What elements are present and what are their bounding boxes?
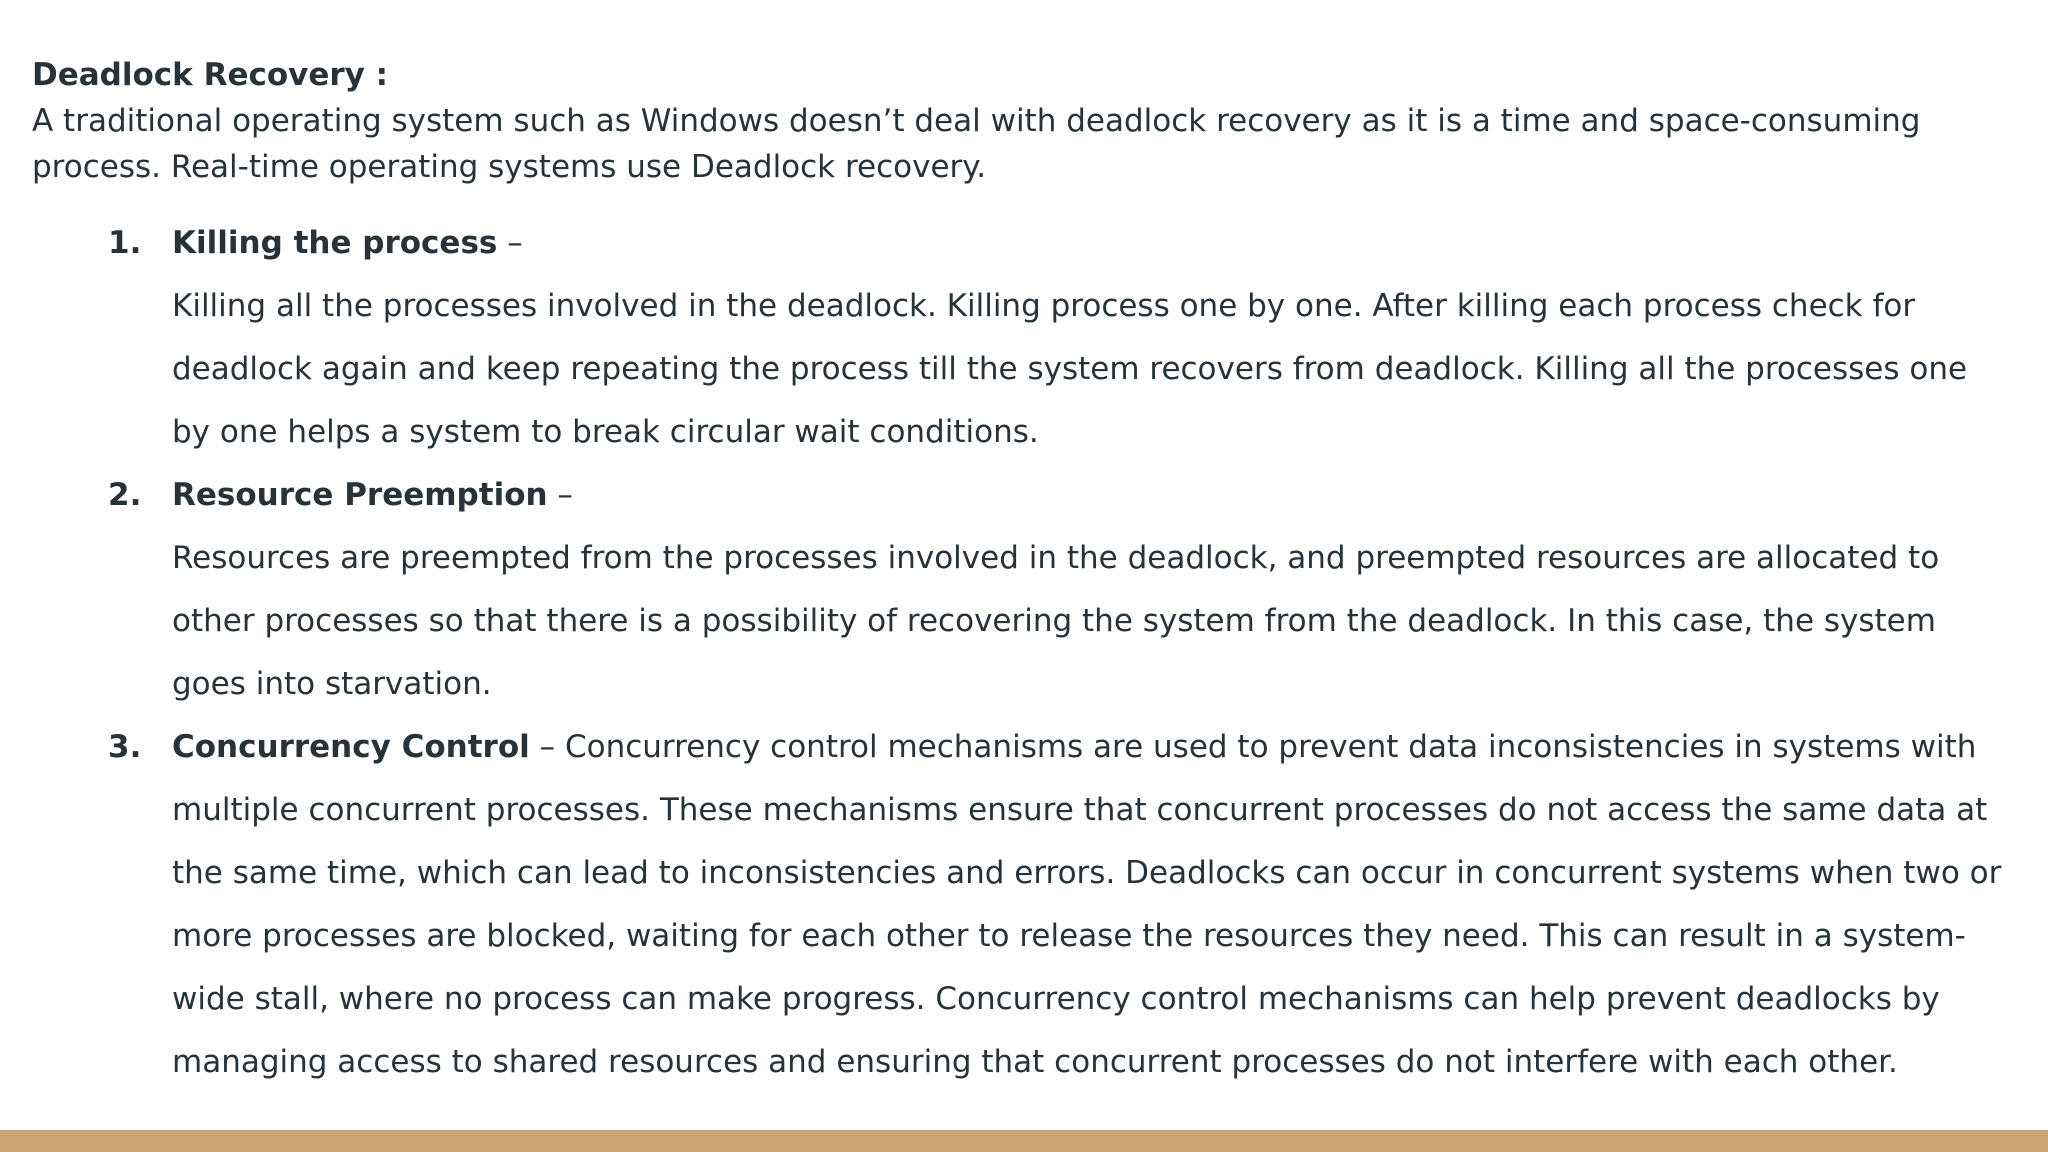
footer-bar [0,1130,2048,1152]
list-item-number: 2. [108,477,142,513]
article-content [32,52,2022,1094]
section-heading: Deadlock Recovery : [32,57,389,93]
list-item-number: 3. [108,729,142,765]
list-item [32,716,2002,1094]
intro-paragraph: A traditional operating system such as Windows doesn’t deal with deadlock recovery as it is a time and space-consuming process. Real-time operating systems use Deadlock recovery. [32,103,1921,185]
list-item-body: Killing all the processes involved in the deadlock. Killing process one by one. After killing each process check for deadlock again and keep repeating the process till the system recovers from deadlock. Killing all the processes one by one helps a system to break circular wait conditions. [172,288,1968,450]
list-item-title: Concurrency Control [172,729,530,765]
list-item-body: Resources are preempted from the processes involved in the deadlock, and preempted resources are allocated to other processes so that there is a possibility of recovering the system from the deadlock. In this case, the system goes into starvation. [172,540,1940,702]
list-item-title: Resource Preemption [172,477,548,513]
list-item-number: 1. [108,225,142,261]
list-item-title: Killing the process [172,225,498,261]
recovery-steps-list [32,212,2022,1094]
list-item-separator: – [497,225,523,261]
list-item [32,464,2002,716]
list-item-separator: – [547,477,573,513]
list-item [32,212,2002,464]
list-item-body: Concurrency control mechanisms are used to prevent data inconsistencies in systems with multiple concurrent processes. These mechanisms ensure that concurrent processes do not access the same data at the same time, which can lead to inconsistencies and errors. Deadlocks can occur in concurrent systems when two or more processes are blocked, waiting for each other to release the resources they need. This can result in a system-wide stall, where no process can make progress. Concurrency control mechanisms can help prevent deadlocks by managing access to shared resources and ensuring that concurrent processes do not interfere with each other. [172,729,2002,1080]
list-item-separator: – [529,729,565,765]
